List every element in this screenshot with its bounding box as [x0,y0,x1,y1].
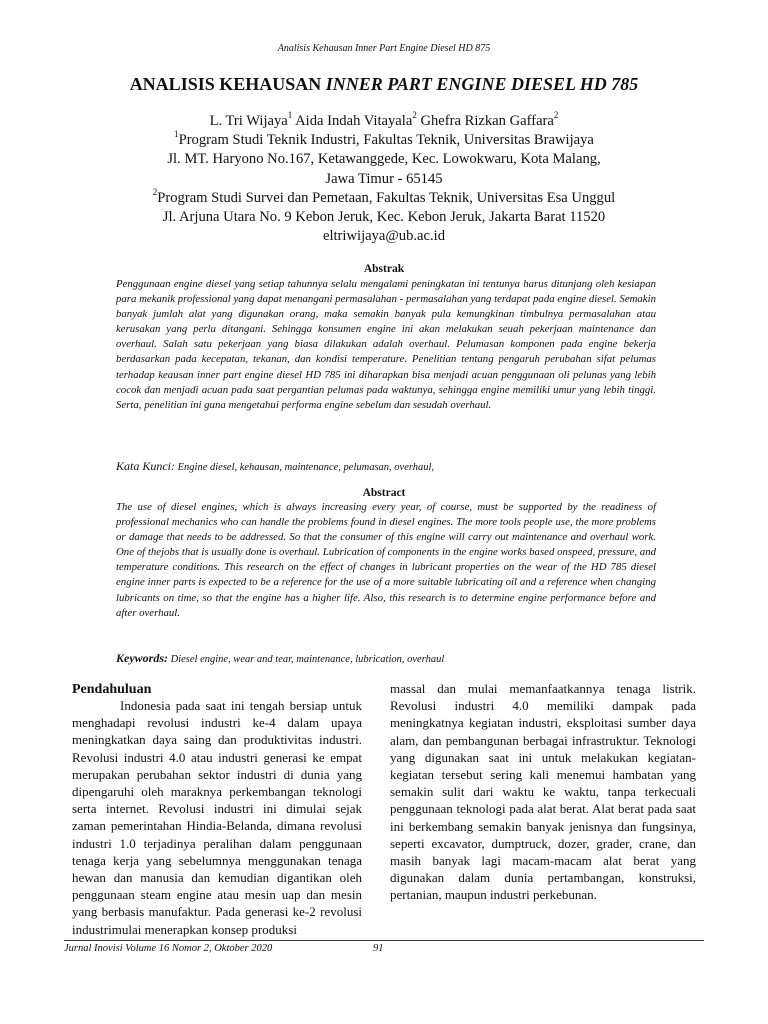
abstrak-text: Penggunaan engine diesel yang setiap tahunnya selalu mengalami peningkatan ini tentunya harus ditunjang oleh kesiapan para mekanik professional yang dapat menangani permasalahan - permasalahan yang terdapat pada engine diesel. Semakin banyak jumlah alat yang digunakan orang, maka semakin banyak pula kemungkinan timbulnya permasalahan atau kerusakan yang perlu ditangani. Sehingga konsumen engine ini akan melakukan seuah pekerjaan maintenance dan overhaul. Salah satu pekerjaan yang biasa dilakukan adalah overhaul. Pelumasan komponen pada engine bekerja berdasarkan pada kecepatan, tekanan, dan kondisi temperature. Penelitian tentang pengaruh perubahan sifat pelumas terhadap keausan inner part engine diesel HD 785 ini diharapkan bisa menjadi acuan penggunaan oli pelunas yang lebih cocok dan menjadi acuan pada saat pergantian pelumas pada waktunya, sehingga engine memiliki umur yang lebih tinggi. Serta, penelitian ini guna mengetahui performa engine sebelum dan sesudah overhaul. [116,278,656,411]
affiliation-1 [0,131,768,150]
affiliation-2 [0,186,768,208]
affiliation-2-name: Program Studi Survei dan Pemetaan, Fakultas Teknik, Universitas Esa Unggul [157,189,616,206]
kata-kunci [116,459,676,474]
abstrak-heading: Abstrak [363,263,405,275]
author-line [0,112,768,131]
keywords [116,651,676,666]
footer-rule [64,940,704,941]
abstract-text: The use of diesel engines, which is always increasing every year, of course, must be supported by the readiness of professional mechanics who can handle the problems found in diesel engines. The more tools people use, the more problems or damage that needs to be addressed. So that the consumer of this engine will carry out maintenance and overhaul work. One of thejobs that is usually done is overhaul. Lubrication of components in the engine works based onspeed, pressure, and temperature conditions. This research on the effect of changes in lubricant properties on the wear of the HD 785 diesel engine inner parts is expected to be a reference for the use of a more suitable lubricating oil and a reference when changing lubricants on time, so that the engine has a higher life. Also, this research is to determine engine performance before and after overhaul. [116,501,656,619]
affiliation-1-address-1: Jl. MT. Haryono No.167, Ketawanggede, Kec. Lowokwaru, Kota Malang, [167,151,601,168]
affiliation-2-sup: 2 [152,186,158,197]
title-prefix: ANALISIS KEHAUSAN [129,74,326,94]
author-block [0,112,768,246]
affiliation-1-sup: 1 [174,129,179,140]
body-left-column: Indonesia pada saat ini tengah bersiap untuk menghadapi revolusi industri ke-4 dalam upaya meningkatkan daya saing dan produktivitas industri. Revolusi industri 4.0 atau industri generasi ke empat merupakan perubahan sektor industri di dunia yang dipengaruhi oleh maraknya perkembangan teknologi serta internet. Revolusi industri ini dimulai sejak zaman pemerintahan Hindia-Belanda, dimana revolusi industri 1.0 terjadinya peralihan dalam penggunaan tenaga kerja yang sebelumnya menggunakan tenaga hewan dan manusia dan kemudian digantikan oleh penggunaan steam engine atau mesin uap dan mesin yang berbasis manufaktur. Pada generasi ke-2 revolusi industrimulai menerapkan konsep produksi [72,698,362,937]
kata-kunci-label: Kata Kunci: [116,459,175,473]
title-italic: INNER PART ENGINE DIESEL HD 785 [325,74,639,94]
author-email: eltriwijaya@ub.ac.id [322,228,446,245]
paper-title [0,74,768,95]
kata-kunci-text: Engine diesel, kehausan, maintenance, pelumasan, overhaul, [175,462,435,473]
footer-journal: Jurnal Inovisi Volume 16 Nomor 2, Oktober 2020 [64,943,273,954]
affiliation-1-name: Program Studi Teknik Industri, Fakultas Teknik, Universitas Brawijaya [178,132,594,149]
keywords-text: Diesel engine, wear and tear, maintenance, lubrication, overhaul [168,654,445,665]
affiliation-1-address-2: Jawa Timur - 65145 [325,170,443,187]
author-1-sup: 1 [287,110,293,121]
author-3-sup: 2 [553,110,559,121]
author-3: Ghefra Rizkan Gaffara [416,113,554,129]
page-number: 91 [373,943,384,954]
keywords-label: Keywords: [116,651,168,665]
author-2-sup: 2 [412,110,417,121]
section-title: Pendahuluan [72,682,152,697]
body-right-column: massal dan mulai memanfaatkannya tenaga listrik. Revolusi industri 4.0 memiliki dampak pada meningkatnya kegiatan industri, eksploitasi sumber daya alam, dan pembangunan berbagai infrastruktur. Teknologi yang digunakan saat ini untuk melakukan kegiatan-kegiatan tersebut sering kali menemui hambatan yang semakin sulit dari waktu ke waktu, tanpa terkecuali penggunaan teknologi pada alat berat. Alat berat pada saat ini berkembang semakin banyak jenisnya dan fungsinya, seperti excavator, dumptruck, dozer, grader, crane, dan masih banyak lagi macam-macam alat berat yang digunakan dalam dunia pertambangan, konstruksi, pertanian, maupun industri perkebunan. [390,681,696,903]
affiliation-2-address: Jl. Arjuna Utara No. 9 Kebon Jeruk, Kec. Kebon Jeruk, Jakarta Barat 11520 [162,209,606,226]
abstract-heading: Abstract [362,487,406,499]
author-2: Aida Indah Vitayala [292,113,413,129]
running-header: Analisis Kehausan Inner Part Engine Diesel HD 875 [277,43,491,54]
author-1: L. Tri Wijaya [209,113,288,129]
